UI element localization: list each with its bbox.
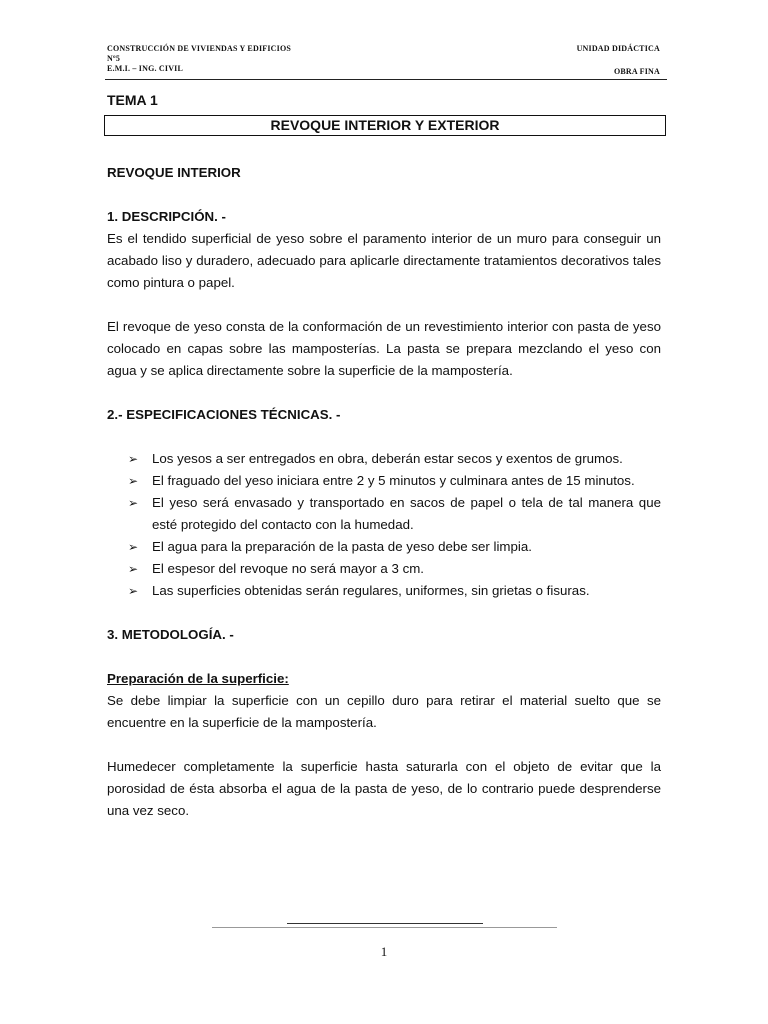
document-body	[107, 162, 661, 822]
arrow-bullet-icon: ➢	[128, 562, 139, 576]
metodologia-paragraph-1: Se debe limpiar la superficie con un cepillo duro para retirar el material suelto que se encuentre en la superficie de la mampostería.	[107, 693, 661, 730]
list-item: ➢ El fraguado del yeso iniciara entre 2 y 5 minutos y culminara antes de 15 minutos.	[152, 470, 661, 492]
header-institution: E.M.I. – ING. CIVIL	[107, 64, 184, 73]
list-item: ➢ Los yesos a ser entregados en obra, deberán estar secos y exentos de grumos.	[152, 448, 661, 470]
list-item: ➢ El agua para la preparación de la pasta de yeso debe ser limpia.	[152, 536, 661, 558]
header-divider	[105, 79, 667, 80]
list-item: ➢ El yeso será envasado y transportado en sacos de papel o tela de tal manera que esté protegido del contacto con la humedad.	[152, 492, 661, 536]
especificaciones-list	[107, 448, 661, 602]
footer-divider-top	[287, 923, 483, 924]
arrow-bullet-icon: ➢	[128, 540, 139, 554]
arrow-bullet-icon: ➢	[128, 474, 139, 488]
descripcion-paragraph-1: Es el tendido superficial de yeso sobre el paramento interior de un muro para conseguir un acabado liso y duradero, adecuado para aplicarle directamente tratamientos decorativos tales como pintura o papel.	[107, 231, 661, 290]
header-topic: OBRA FINA	[613, 67, 660, 76]
header-left	[107, 44, 291, 74]
page-number: 1	[380, 944, 388, 959]
metodologia-subheading: Preparación de la superficie:	[107, 671, 289, 686]
descripcion-paragraph-2: El revoque de yeso consta de la conformación de un revestimiento interior con pasta de yeso colocado en capas sobre las mamposterías. La pasta se prepara mezclando el yeso con agua y se aplica directamente sobre la superficie de la mampostería.	[107, 319, 661, 378]
tema-label: TEMA 1	[107, 92, 158, 108]
section-heading: REVOQUE INTERIOR	[107, 165, 241, 180]
header-unit: UNIDAD DIDÁCTICA	[576, 44, 660, 53]
list-item: ➢ El espesor del revoque no será mayor a 3 cm.	[152, 558, 661, 580]
footer-divider-bottom	[212, 927, 557, 928]
descripcion-heading: 1. DESCRIPCIÓN. -	[107, 209, 226, 224]
list-item: ➢ Las superficies obtenidas serán regulares, uniformes, sin grietas o fisuras.	[152, 580, 661, 602]
header-course-title: CONSTRUCCIÓN DE VIVIENDAS Y EDIFICIOS	[107, 44, 292, 53]
arrow-bullet-icon: ➢	[128, 584, 139, 598]
arrow-bullet-icon: ➢	[128, 496, 139, 510]
arrow-bullet-icon: ➢	[128, 452, 139, 466]
metodologia-paragraph-2: Humedecer completamente la superficie hasta saturarla con el objeto de evitar que la porosidad de ésta absorba el agua de la pasta de yeso, de lo contrario puede desprenderse una vez seco.	[107, 759, 661, 818]
especificaciones-heading: 2.- ESPECIFICACIONES TÉCNICAS. -	[107, 407, 341, 422]
document-title: REVOQUE INTERIOR Y EXTERIOR	[104, 115, 666, 136]
metodologia-heading: 3. METODOLOGÍA. -	[107, 627, 234, 642]
header-course-number: Nº5	[107, 54, 121, 63]
